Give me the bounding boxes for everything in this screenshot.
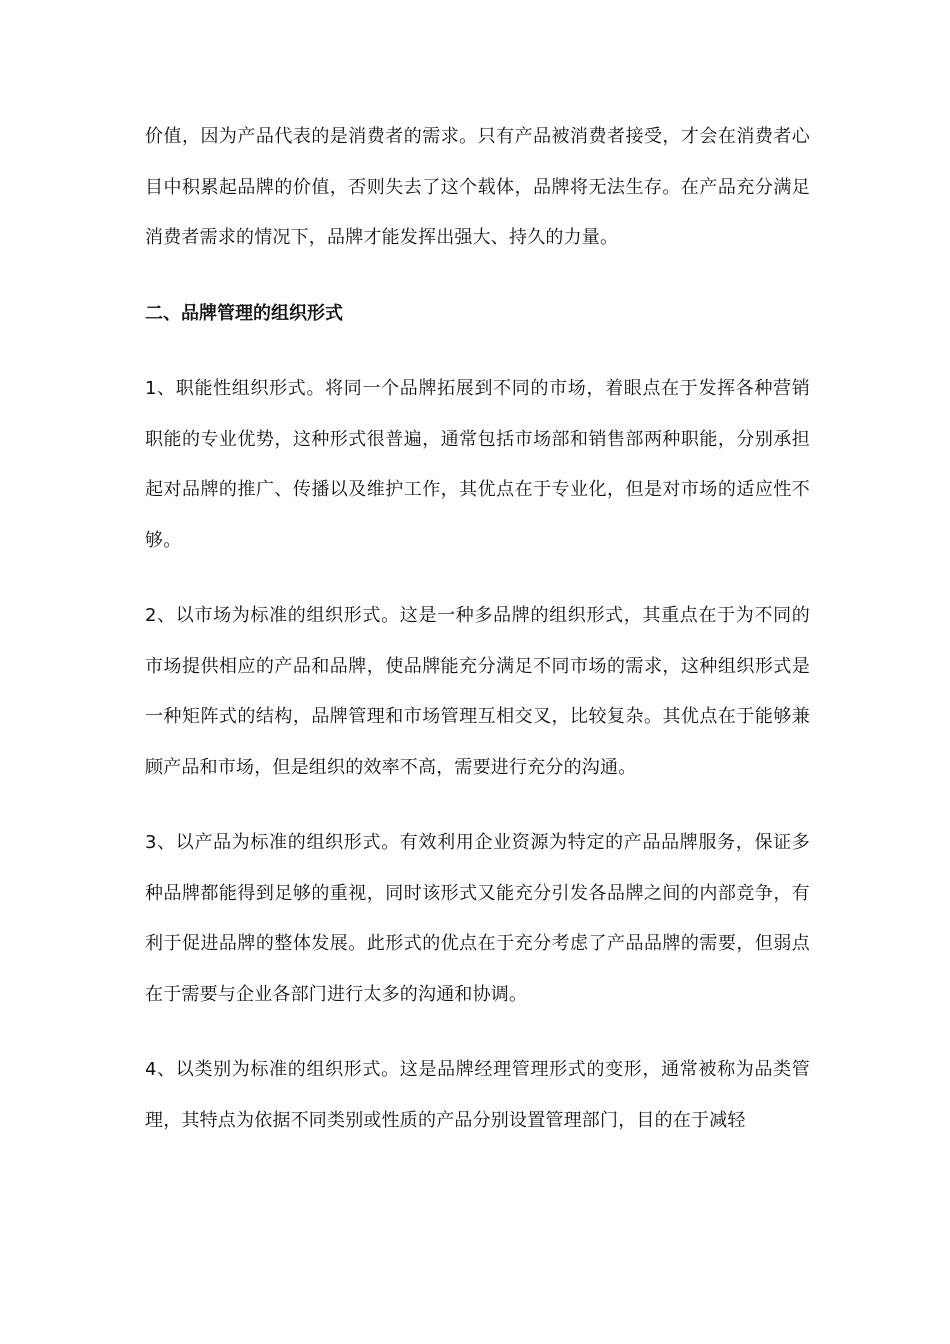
list-item-4: 4、以类别为标准的组织形式。这是品牌经理管理形式的变形，通常被称为品类管理，其特点为依据不同类别或性质的产品分别设置管理部门，目的在于减轻	[145, 1059, 810, 1131]
intro-paragraph: 价值，因为产品代表的是消费者的需求。只有产品被消费者接受，才会在消费者心目中积累起品牌的价值，否则失去了这个载体，品牌将无法生存。在产品充分满足消费者需求的情况下，品牌才能发挥出强大、持久的力量。	[145, 126, 810, 248]
document-body	[145, 112, 810, 1146]
paragraph-spacer	[145, 566, 810, 591]
paragraph-spacer	[145, 264, 810, 289]
paragraph-spacer	[145, 1020, 810, 1045]
list-item-3: 3、以产品为标准的组织形式。有效利用企业资源为特定的产品品牌服务，保证多种品牌都能得到足够的重视，同时该形式又能充分引发各品牌之间的内部竞争，有利于促进品牌的整体发展。此形式的优点在于充分考虑了产品品牌的需要，但弱点在于需要与企业各部门进行太多的沟通和协调。	[145, 832, 810, 1005]
paragraph-spacer	[145, 793, 810, 818]
list-item-2: 2、以市场为标准的组织形式。这是一种多品牌的组织形式，其重点在于为不同的市场提供相应的产品和品牌，使品牌能充分满足不同市场的需求，这种组织形式是一种矩阵式的结构，品牌管理和市场管理互相交叉，比较复杂。其优点在于能够兼顾产品和市场，但是组织的效率不高，需要进行充分的沟通。	[145, 605, 810, 778]
list-item-1: 1、职能性组织形式。将同一个品牌拓展到不同的市场，着眼点在于发挥各种营销职能的专业优势，这种形式很普遍，通常包括市场部和销售部两种职能，分别承担起对品牌的推广、传播以及维护工作，其优点在于专业化，但是对市场的适应性不够。	[145, 378, 810, 551]
section-heading: 二、品牌管理的组织形式	[145, 302, 343, 324]
paragraph-spacer	[145, 339, 810, 364]
